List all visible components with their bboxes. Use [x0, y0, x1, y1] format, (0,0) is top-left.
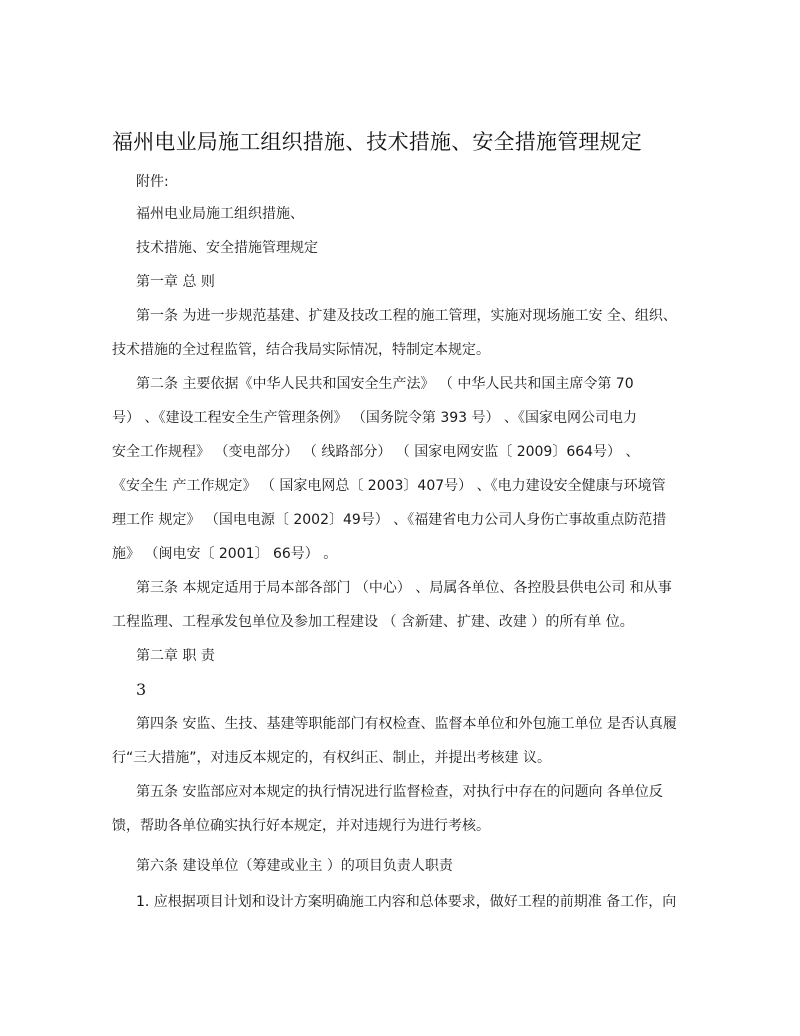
paragraph-line: 第四条 安监、生技、基建等职能部门有权检查、监督本单位和外包施工单位 是否认真履 [136, 716, 677, 732]
paragraph-line: 第二条 主要依据《中华人民共和国安全生产法》 （ 中华人民共和国主席令第 70 [136, 376, 634, 392]
paragraph-line: 1. 应根据项目计划和设计方案明确施工内容和总体要求，做好工程的前期准 备工作，向 [136, 894, 677, 910]
page-number: 3 [136, 680, 147, 699]
paragraph-line: 《安全生 产工作规定》 （ 国家电网总〔 2003〕407号） 、《电力建设安全健康与环境管 [112, 478, 666, 494]
paragraph-line: 技术措施的全过程监管，结合我局实际情况，特制定本规定。 [112, 342, 490, 358]
paragraph-line: 馈，帮助各单位确实执行好本规定，并对违规行为进行考核。 [112, 818, 490, 834]
paragraph-line: 第一条 为进一步规范基建、扩建及技改工程的施工管理，实施对现场施工安 全、组织、 [136, 308, 677, 324]
paragraph-line: 行“三大措施”，对违反本规定的，有权纠正、制止，并提出考核建 议。 [112, 750, 551, 766]
paragraph-line: 第三条 本规定适用于局本部各部门 （中心） 、局属各单位、各控股县供电公司 和从事 [136, 580, 672, 596]
subtitle-line-1: 福州电业局施工组织措施、 [136, 206, 304, 222]
attachment-label: 附件: [136, 174, 169, 190]
paragraph-line: 安全工作规程》 （变电部分） （ 线路部分） （ 国家电网安监〔 2009〕664号） 、 [112, 444, 640, 460]
paragraph-line: 号） 、《建设工程安全生产管理条例》 （国务院令第 393 号） 、《国家电网公司电力 [112, 410, 637, 426]
subtitle-line-2: 技术措施、安全措施管理规定 [136, 240, 318, 256]
document-title: 福州电业局施工组织措施、技术措施、安全措施管理规定 [112, 130, 642, 154]
paragraph-line: 工程监理、工程承发包单位及参加工程建设 （ 含新建、扩建、改建 ）的所有单 位。 [112, 614, 634, 630]
chapter-heading-1: 第一章 总 则 [136, 274, 215, 290]
paragraph-line: 理工作 规定》 （国电电源〔 2002〕49号） 、《福建省电力公司人身伤亡事故重点防范措 [112, 512, 667, 528]
paragraph-line: 第五条 安监部应对本规定的执行情况进行监督检查，对执行中存在的问题向 各单位反 [136, 784, 663, 800]
paragraph-line: 第六条 建设单位（筹建或业主 ）的项目负责人职责 [136, 858, 453, 874]
paragraph-line: 施》 （闽电安〔 2001〕 66号） 。 [112, 546, 338, 562]
chapter-heading-2: 第二章 职 责 [136, 648, 215, 664]
